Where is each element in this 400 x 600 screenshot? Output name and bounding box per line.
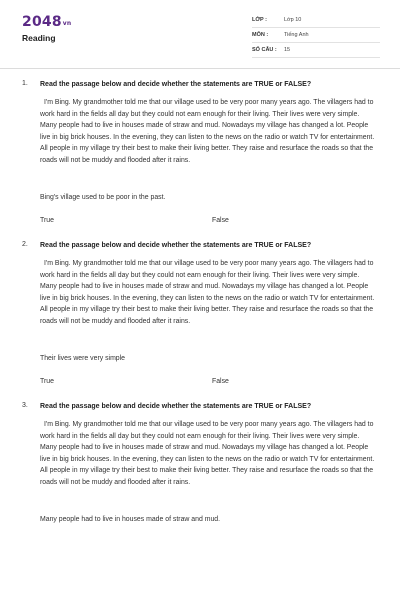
question-list (0, 80, 400, 525)
answer-option-true[interactable]: True (40, 378, 54, 385)
answer-option-true[interactable]: True (40, 217, 54, 224)
logo-text: 2048 (22, 14, 62, 30)
question-passage: I'm Bing. My grandmother told me that our village used to be very poor many years ago. The villagers had to work hard in the fields all day but they could not earn enough for their living. Their lives were very simple. Many people had to live in houses made of straw and mud. Nowadays my village has changed a lot. People live in big brick houses. In the evening, they can listen to the news on the radio or watch TV for entertainment. All people in my village try their best to make their living better. They raise and resurface the roads so that the roads will not be muddy and flooded after it rains. (40, 260, 375, 325)
site-logo[interactable] (22, 14, 71, 30)
question-statement: Their lives were very simple (40, 355, 126, 362)
answer-options (0, 217, 400, 227)
header-divider (0, 68, 400, 69)
question-number: 2. (22, 241, 28, 248)
question-passage: I'm Bing. My grandmother told me that our village used to be very poor many years ago. The villagers had to work hard in the fields all day but they could not earn enough for their living. Their lives were very simple. Many people had to live in houses made of straw and mud. Nowadays my village has changed a lot. People live in big brick houses. In the evening, they can listen to the news on the radio or watch TV for entertainment. All people in my village try their best to make their living better. They raise and resurface the roads so that the roads will not be muddy and flooded after it rains. (40, 421, 375, 486)
worksheet-header (0, 0, 400, 68)
logo-suffix: vn (62, 20, 72, 27)
question-statement: Many people had to live in houses made of straw and mud. (40, 516, 221, 523)
question-passage: I'm Bing. My grandmother told me that our village used to be very poor many years ago. The villagers had to work hard in the fields all day but they could not earn enough for their living. Their lives were very simple. Many people had to live in houses made of straw and mud. Nowadays my village has changed a lot. People live in big brick houses. In the evening, they can listen to the news on the radio or watch TV for entertainment. All people in my village try their best to make their living better. They raise and resurface the roads so that the roads will not be muddy and flooded after it rains. (40, 99, 375, 164)
meta-row-subject (252, 28, 380, 43)
meta-value: Lớp 10 (284, 17, 302, 23)
question-statement: Bing's village used to be poor in the past. (40, 194, 166, 201)
meta-row-class (252, 13, 380, 28)
meta-label: SỐ CÂU : (252, 47, 277, 53)
meta-info-table (252, 13, 380, 58)
question-number: 1. (22, 80, 28, 87)
answer-options (0, 378, 400, 388)
meta-value: Tiếng Anh (284, 32, 309, 38)
question-instruction: Read the passage below and decide whether the statements are TRUE or FALSE? (40, 403, 312, 410)
meta-value: 15 (284, 47, 291, 53)
meta-label: LỚP : (252, 17, 267, 23)
question-item (0, 241, 400, 388)
question-instruction: Read the passage below and decide whether the statements are TRUE or FALSE? (40, 81, 312, 88)
meta-label: MÔN : (252, 32, 269, 38)
question-item (0, 402, 400, 525)
answer-option-false[interactable]: False (212, 378, 229, 385)
question-item (0, 80, 400, 227)
question-instruction: Read the passage below and decide whether the statements are TRUE or FALSE? (40, 242, 312, 249)
answer-option-false[interactable]: False (212, 217, 229, 224)
question-number: 3. (22, 402, 28, 409)
subject-title: Reading (22, 33, 56, 43)
meta-row-question-count (252, 43, 380, 58)
